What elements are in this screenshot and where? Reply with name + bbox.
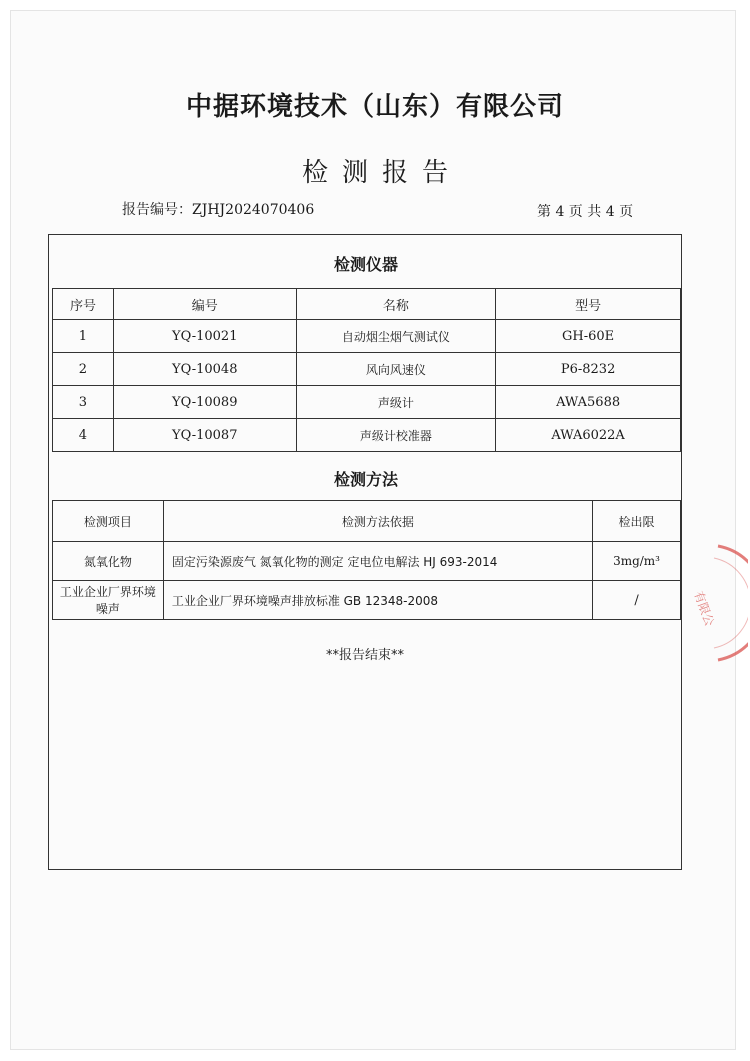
cell-item: 工业企业厂界环境噪声 (53, 581, 164, 620)
cell-index: 2 (53, 353, 114, 386)
cell-limit: 3mg/m³ (593, 542, 681, 581)
cell-model: P6-8232 (496, 353, 681, 386)
cell-item: 氮氧化物 (53, 542, 164, 581)
cell-name: 风向风速仪 (296, 353, 496, 386)
col-header-item: 检测项目 (53, 501, 164, 542)
cell-index: 1 (53, 320, 114, 353)
table-row (53, 320, 681, 353)
page-indicator: 第 4 页 共 4 页 (537, 204, 634, 220)
instruments-table (52, 288, 681, 452)
section-title-instruments: 检测仪器 (333, 255, 398, 274)
cell-method: 固定污染源废气 氮氧化物的测定 定电位电解法 HJ 693-2014 (163, 542, 592, 581)
company-name: 中据环境技术（山东）有限公司 (185, 92, 564, 122)
table-row (53, 419, 681, 452)
col-header-code: 编号 (113, 289, 296, 320)
cell-name: 声级计 (296, 386, 496, 419)
table-row (53, 386, 681, 419)
cell-code: YQ-10087 (113, 419, 296, 452)
cell-name: 声级计校准器 (296, 419, 496, 452)
cell-index: 3 (53, 386, 114, 419)
cell-limit: / (593, 581, 681, 620)
svg-text:有限公: 有限公 (691, 589, 717, 628)
section-title-methods: 检测方法 (333, 470, 398, 489)
cell-code: YQ-10089 (113, 386, 296, 419)
methods-table (52, 500, 681, 620)
col-header-index: 序号 (53, 289, 114, 320)
table-header-row (53, 289, 681, 320)
table-row (53, 353, 681, 386)
col-header-method: 检测方法依据 (163, 501, 592, 542)
report-title: 检测报告 (301, 158, 462, 188)
table-row (53, 581, 681, 620)
col-header-model: 型号 (496, 289, 681, 320)
cell-code: YQ-10048 (113, 353, 296, 386)
cell-model: GH-60E (496, 320, 681, 353)
table-header-row (53, 501, 681, 542)
cell-model: AWA5688 (496, 386, 681, 419)
cell-method: 工业企业厂界环境噪声排放标准 GB 12348-2008 (163, 581, 592, 620)
col-header-name: 名称 (296, 289, 496, 320)
report-end-note: **报告结束** (325, 648, 404, 663)
cell-code: YQ-10021 (113, 320, 296, 353)
cell-model: AWA6022A (496, 419, 681, 452)
cell-index: 4 (53, 419, 114, 452)
col-header-limit: 检出限 (593, 501, 681, 542)
company-seal (678, 538, 748, 666)
report-number: 报告编号：ZJHJ2024070406 (122, 202, 315, 218)
table-row (53, 542, 681, 581)
cell-name: 自动烟尘烟气测试仪 (296, 320, 496, 353)
